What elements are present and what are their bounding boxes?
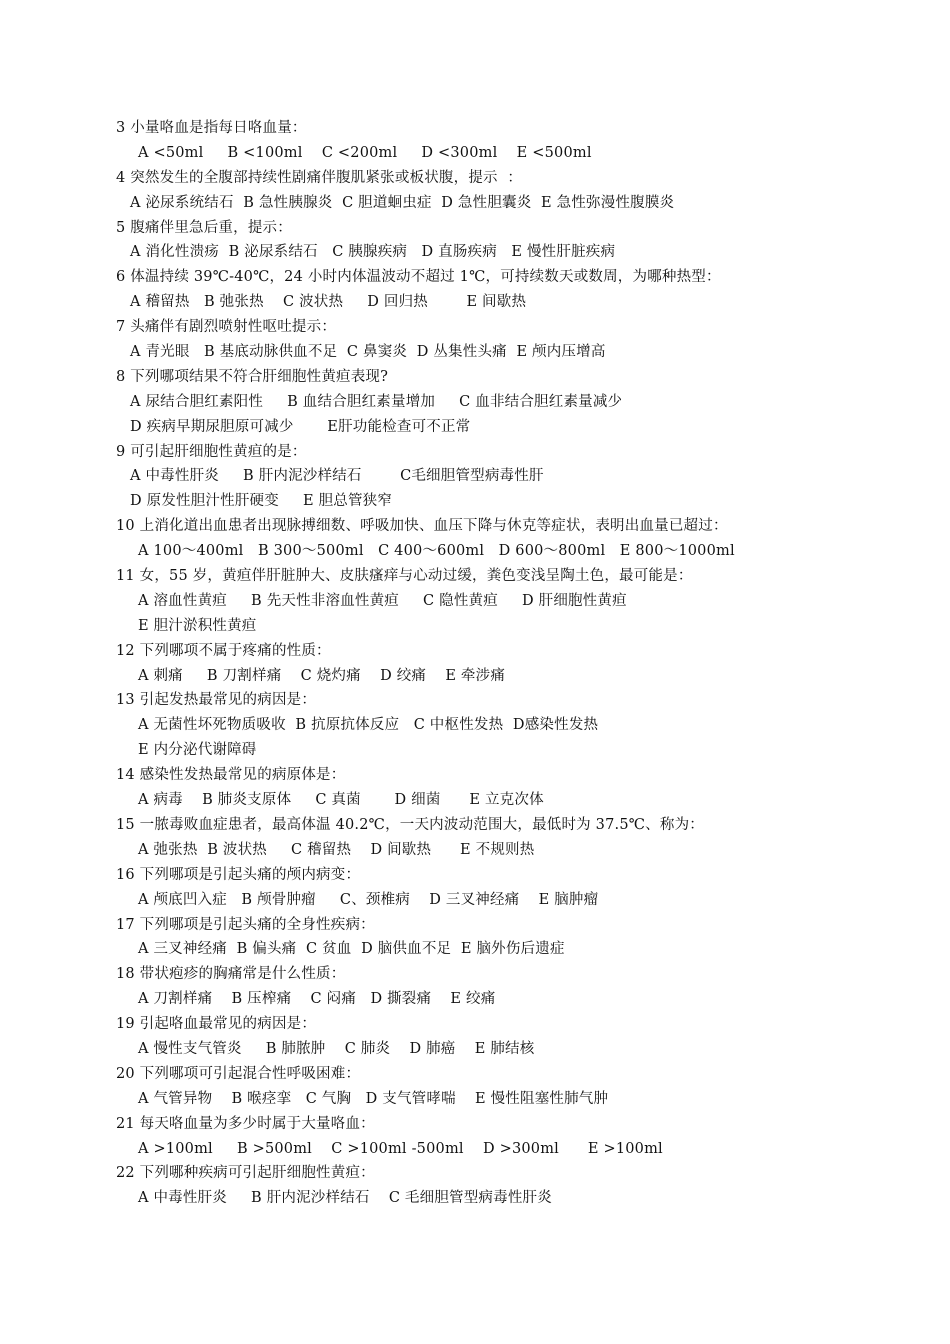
question-item bbox=[116, 514, 836, 564]
question-stem: 11 女，55 岁，黄疸伴肝脏肿大、皮肤瘙痒与心动过缓，粪色变浅呈陶土色，最可能是： bbox=[116, 568, 693, 585]
question-options: A 刀割样痛 B 压榨痛 C 闷痛 D 撕裂痛 E 绞痛 bbox=[138, 991, 496, 1008]
question-options: A 100～400ml B 300～500ml C 400～600ml D 600～800ml E 800～1000ml bbox=[138, 543, 735, 560]
question-options: A 无菌性坏死物质吸收 B 抗原抗体反应 C 中枢性发热 D感染性发热 bbox=[138, 717, 599, 734]
question-stem: 17 下列哪项是引起头痛的全身性疾病： bbox=[116, 916, 375, 933]
question-stem: 10 上消化道出血患者出现脉搏细数、呼吸加快、血压下降与休克等症状，表明出血量已超过： bbox=[116, 518, 728, 535]
question-item bbox=[116, 639, 836, 689]
question-options: A <50ml B <100ml C <200ml D <300ml E <500ml bbox=[138, 144, 592, 161]
question-stem: 6 体温持续 39℃-40℃，24 小时内体温波动不超过 1℃，可持续数天或数周，为哪种热型： bbox=[116, 269, 721, 286]
question-stem: 19 引起咯血最常见的病因是： bbox=[116, 1016, 317, 1033]
question-options: A 中毒性肝炎 B 肝内泥沙样结石 C 毛细胆管型病毒性肝炎 bbox=[138, 1190, 552, 1207]
question-options: D 原发性胆汁性肝硬变 E 胆总管狭窄 bbox=[130, 493, 393, 510]
question-stem: 22 下列哪种疾病可引起肝细胞性黄疸： bbox=[116, 1165, 375, 1182]
question-options: A 刺痛 B 刀割样痛 C 烧灼痛 D 绞痛 E 牵涉痛 bbox=[138, 667, 506, 684]
question-stem: 3 小量咯血是指每日咯血量： bbox=[116, 120, 307, 136]
question-item bbox=[116, 315, 836, 365]
question-stem: 4 突然发生的全腹部持续性剧痛伴腹肌紧张或板状腹，提示 ： bbox=[116, 169, 523, 186]
question-options: A 青光眼 B 基底动脉供血不足 C 鼻窦炎 D 丛集性头痛 E 颅内压增高 bbox=[130, 344, 606, 361]
question-item bbox=[116, 166, 836, 216]
question-options: E 内分泌代谢障碍 bbox=[138, 742, 257, 759]
question-stem: 20 下列哪项可引起混合性呼吸困难： bbox=[116, 1065, 361, 1082]
question-item bbox=[116, 1062, 836, 1112]
question-item bbox=[116, 440, 836, 515]
question-options: A 病毒 B 肺炎支原体 C 真菌 D 细菌 E 立克次体 bbox=[138, 792, 544, 809]
question-options: A 泌尿系统结石 B 急性胰腺炎 C 胆道蛔虫症 D 急性胆囊炎 E 急性弥漫性腹膜炎 bbox=[130, 194, 675, 211]
question-options: A 颅底凹入症 B 颅骨肿瘤 C、颈椎病 D 三叉神经痛 E 脑肿瘤 bbox=[138, 891, 599, 908]
question-item bbox=[116, 962, 836, 1012]
question-options: A >100ml B >500ml C >100ml -500ml D >300ml E >100ml bbox=[138, 1140, 663, 1157]
question-options: A 慢性支气管炎 B 肺脓肿 C 肺炎 D 肺癌 E 肺结核 bbox=[138, 1040, 535, 1057]
question-stem: 5 腹痛伴里急后重，提示： bbox=[116, 219, 292, 236]
question-item bbox=[116, 116, 836, 166]
question-item bbox=[116, 564, 836, 639]
question-stem: 15 一脓毒败血症患者，最高体温 40.2℃，一天内波动范围大，最低时为 37.5℃、称为： bbox=[116, 816, 704, 833]
question-options: A 溶血性黄疸 B 先天性非溶血性黄疸 C 隐性黄疸 D 肝细胞性黄疸 bbox=[138, 592, 627, 609]
question-stem: 14 感染性发热最常见的病原体是： bbox=[116, 767, 346, 784]
question-stem: 21 每天咯血量为多少时属于大量咯血： bbox=[116, 1115, 375, 1132]
question-options: A 气管异物 B 喉痉挛 C 气胸 D 支气管哮喘 E 慢性阻塞性肺气肿 bbox=[138, 1090, 609, 1107]
question-options: A 消化性溃疡 B 泌尿系结石 C 胰腺疾病 D 直肠疾病 E 慢性肝脏疾病 bbox=[130, 244, 616, 261]
question-item bbox=[116, 1161, 836, 1211]
question-item bbox=[116, 913, 836, 963]
question-item bbox=[116, 265, 836, 315]
question-options: A 中毒性肝炎 B 肝内泥沙样结石 C毛细胆管型病毒性肝 bbox=[130, 468, 544, 485]
question-item bbox=[116, 365, 836, 440]
question-stem: 18 带状疱疹的胸痛常是什么性质： bbox=[116, 966, 346, 983]
question-item bbox=[116, 763, 836, 813]
question-stem: 12 下列哪项不属于疼痛的性质： bbox=[116, 642, 331, 659]
question-item bbox=[116, 688, 836, 763]
question-options: D 疾病早期尿胆原可减少 E肝功能检查可不正常 bbox=[130, 418, 471, 435]
question-item bbox=[116, 1012, 836, 1062]
question-item bbox=[116, 216, 836, 266]
question-stem: 9 可引起肝细胞性黄疸的是： bbox=[116, 443, 307, 460]
question-list bbox=[116, 116, 836, 1211]
question-stem: 13 引起发热最常见的病因是： bbox=[116, 692, 317, 709]
question-item bbox=[116, 863, 836, 913]
question-item bbox=[116, 1112, 836, 1162]
question-options: A 尿结合胆红素阳性 B 血结合胆红素量增加 C 血非结合胆红素量减少 bbox=[130, 393, 623, 410]
question-item bbox=[116, 813, 836, 863]
question-stem: 16 下列哪项是引起头痛的颅内病变： bbox=[116, 866, 361, 883]
question-stem: 8 下列哪项结果不符合肝细胞性黄疸表现? bbox=[116, 368, 389, 385]
question-options: A 稽留热 B 弛张热 C 波状热 D 回归热 E 间歇热 bbox=[130, 294, 527, 311]
question-options: E 胆汁淤积性黄疸 bbox=[138, 617, 257, 634]
question-options: A 弛张热 B 波状热 C 稽留热 D 间歇热 E 不规则热 bbox=[138, 841, 535, 858]
question-stem: 7 头痛伴有剧烈喷射性呕吐提示： bbox=[116, 319, 337, 336]
question-options: A 三叉神经痛 B 偏头痛 C 贫血 D 脑供血不足 E 脑外伤后遗症 bbox=[138, 941, 565, 958]
